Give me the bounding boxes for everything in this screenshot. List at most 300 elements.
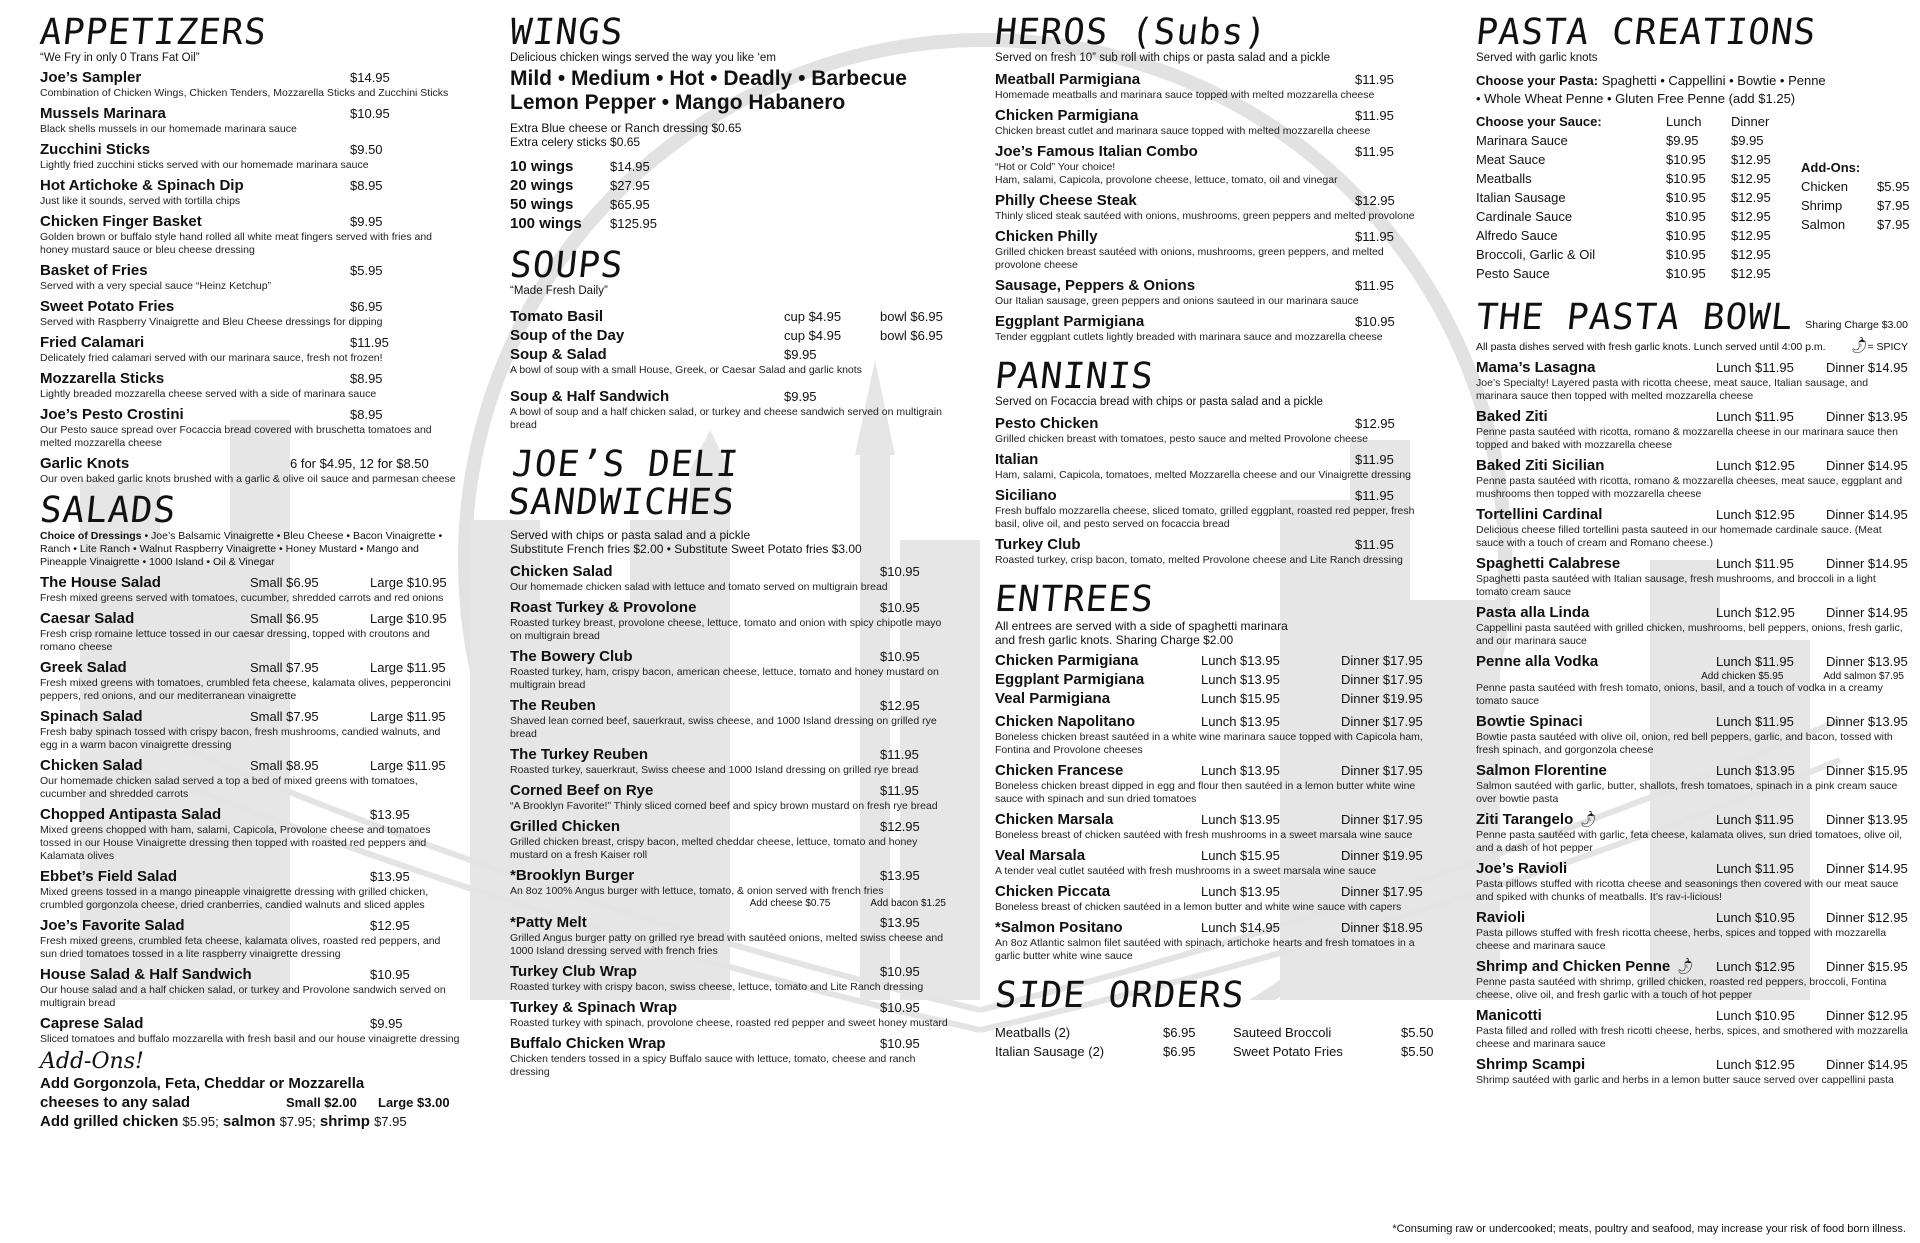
salad-addon-cheese-line1: Add Gorgonzola, Feta, Cheddar or Mozzarella xyxy=(40,1075,365,1092)
salad-description: Fresh mixed greens served with tomatoes, cucumber, shredded carrots and red onions xyxy=(40,592,444,604)
hero-item xyxy=(995,312,1425,344)
soup-bowl-price: bowl $6.95 xyxy=(880,309,943,324)
appetizer-row xyxy=(40,454,460,473)
entree-row xyxy=(995,670,1425,689)
wing-price: $27.95 xyxy=(610,178,650,193)
panini-name: Turkey Club xyxy=(995,536,1081,553)
deli-description: Chicken tenders tossed in a spicy Buffalo sauce with lettuce, tomato, cheese and ranch dressing xyxy=(510,1053,916,1078)
deli-name: Chicken Salad xyxy=(510,563,613,580)
pasta-bowl-description: Spaghetti pasta sautéed with Italian sausage, fresh mushrooms, and broccoli in a light tomato cream sauce xyxy=(1476,573,1876,598)
appetizer-description: Delicately fried calamari served with our marinara sauce, fresh not frozen! xyxy=(40,352,383,364)
appetizer-name: Hot Artichoke & Spinach Dip xyxy=(40,177,244,194)
pasta-bowl-lunch-price: Lunch $11.95 xyxy=(1716,556,1794,571)
appetizers-subtitle: “We Fry in only 0 Trans Fat Oil” xyxy=(40,52,200,64)
panini-price: $11.95 xyxy=(1355,452,1394,467)
pasta-bowl-item xyxy=(1476,652,1908,708)
spicy-pepper-icon: 🌶︎ xyxy=(1847,334,1870,356)
pasta-bowl-item xyxy=(1476,1055,1908,1087)
pasta-bowl-row xyxy=(1476,1006,1908,1025)
pasta-bowl-name: Manicotti xyxy=(1476,1007,1542,1024)
deli-name: The Reuben xyxy=(510,697,596,714)
wing-price-row xyxy=(510,195,950,214)
deli-row xyxy=(510,562,950,581)
pasta-bowl-description: Penne pasta sautéed with garlic, feta cheese, kalamata olives, sun dried tomatoes, olive oil, and a dash of hot pepper xyxy=(1476,829,1903,854)
paninis-section xyxy=(992,356,1425,567)
deli-item xyxy=(510,696,950,741)
salad-small-price: Small $8.95 xyxy=(250,758,319,773)
entree-name: Chicken Marsala xyxy=(995,811,1114,828)
entree-lunch-price: Lunch $13.95 xyxy=(1201,714,1280,729)
hero-name: Eggplant Parmigiana xyxy=(995,313,1145,330)
deli-row xyxy=(510,696,950,715)
entree-row xyxy=(995,651,1425,670)
hero-item xyxy=(995,227,1425,272)
appetizer-item xyxy=(40,212,460,257)
entree-row xyxy=(995,761,1425,780)
panini-price: $11.95 xyxy=(1355,488,1394,503)
salad-item xyxy=(40,707,460,752)
appetizer-row xyxy=(40,297,460,316)
deli-row xyxy=(510,866,950,885)
hero-row xyxy=(995,276,1425,295)
appetizer-row xyxy=(40,405,460,424)
addon-grilled-chicken: Add grilled chicken xyxy=(40,1113,179,1130)
wings-section xyxy=(507,12,950,233)
salad-description: Our house salad and a half chicken salad, or turkey and Provolone sandwich served on multigrain bread xyxy=(40,984,446,1009)
hero-name: Chicken Philly xyxy=(995,228,1098,245)
pasta-bowl-description: Joe’s Specialty! Layered pasta with ricotta cheese, meat sauce, Italian sausage, and marinara sauce then topped with melted mozzarella cheese xyxy=(1476,377,1869,402)
spicy-legend: = SPICY xyxy=(1867,341,1908,353)
entree-description: Boneless breast of chicken sautéed with fresh mushrooms in a sweet marsala wine sauce xyxy=(995,829,1413,841)
salad-small-price: Small $6.95 xyxy=(250,611,319,626)
sauce-and-addons xyxy=(1476,112,1908,283)
paninis-subtitle: Served on Focaccia bread with chips or pasta salad and a pickle xyxy=(995,396,1323,408)
salad-item xyxy=(40,1014,460,1046)
sauce-row xyxy=(1476,150,1791,169)
hero-item xyxy=(995,70,1425,102)
pasta-bowl-dinner-price: Dinner $15.95 xyxy=(1826,959,1908,974)
pasta-bowl-list xyxy=(1476,358,1908,1087)
wing-price-row xyxy=(510,176,950,195)
deli-item xyxy=(510,745,950,777)
pasta-bowl-item xyxy=(1476,554,1908,599)
sauce-row xyxy=(1476,264,1791,283)
sauce-dinner-header: Dinner xyxy=(1731,114,1770,129)
sauce-row xyxy=(1476,131,1791,150)
entree-lunch-price: Lunch $14.95 xyxy=(1201,920,1280,935)
sauce-name: Cardinale Sauce xyxy=(1476,209,1573,224)
deli-price: $10.95 xyxy=(880,600,920,615)
panini-item xyxy=(995,535,1425,567)
hero-item xyxy=(995,106,1425,138)
salad-row xyxy=(40,965,460,984)
deli-add-on-2: Add bacon $1.25 xyxy=(870,898,946,909)
heros-title: HEROS (Subs) xyxy=(992,12,1270,53)
hero-price: $11.95 xyxy=(1355,229,1394,244)
sides-title: SIDE ORDERS xyxy=(992,975,1247,1016)
entrees-section xyxy=(992,579,1425,963)
appetizer-price: $9.95 xyxy=(350,214,383,229)
salad-dressings xyxy=(40,530,460,569)
pasta-bowl-row xyxy=(1476,554,1908,573)
sauce-row xyxy=(1476,169,1791,188)
addon-salmon-price: $7.95; xyxy=(279,1114,316,1129)
pasta-bowl-row xyxy=(1476,908,1908,927)
pasta-addon-price: $7.95 xyxy=(1877,217,1910,232)
appetizer-name: Mozzarella Sticks xyxy=(40,370,165,387)
wing-price: $125.95 xyxy=(610,216,657,231)
sauce-name: Broccoli, Garlic & Oil xyxy=(1476,247,1596,262)
pasta-addon-row xyxy=(1801,215,1920,234)
entree-row xyxy=(995,882,1425,901)
appetizers-list xyxy=(40,68,460,486)
sauce-row xyxy=(1476,188,1791,207)
appetizer-description: Golden brown or buffalo style hand rolled all white meat fingers served with fries and honey mustard sauce or bleu cheese dressing xyxy=(40,231,433,256)
soup-item xyxy=(510,387,950,432)
pasta-bowl-lunch-price: Lunch $13.95 xyxy=(1716,763,1795,778)
salad-small-price: Small $7.95 xyxy=(250,660,319,675)
appetizers-title: APPETIZERS xyxy=(37,12,269,53)
pasta-bowl-description: Bowtie pasta sautéed with olive oil, onion, red bell peppers, garlic, and bacon, tossed with fresh spinach, and gorgonzola cheese xyxy=(1476,731,1893,756)
wing-price-row xyxy=(510,157,950,176)
salad-description: Mixed greens chopped with ham, salami, Capicola, Provolone cheese and tomatoes tossed in our House Vinaigrette dressing then topped with roasted red peppers and Kalamata olives xyxy=(40,824,431,862)
side-name: Italian Sausage (2) xyxy=(995,1044,1105,1059)
column-heros-paninis-entrees xyxy=(992,10,1434,1061)
appetizers-section xyxy=(37,12,460,486)
choose-pasta xyxy=(1476,72,1908,90)
appetizer-name: Zucchini Sticks xyxy=(40,141,151,158)
appetizer-name: Joe’s Pesto Crostini xyxy=(40,406,184,423)
hero-description: “Hot or Cold” Your choice! Ham, salami, Capicola, provolone cheese, lettuce, tomato, oil and vinegar xyxy=(995,161,1338,186)
pasta-addon-row xyxy=(1801,177,1920,196)
appetizer-price: $9.50 xyxy=(350,142,383,157)
choose-pasta-options: Spaghetti • Cappellini • Bowtie • Penne xyxy=(1598,73,1826,88)
sauce-dinner-price: $12.95 xyxy=(1731,190,1771,205)
pasta-bowl-dinner-price: Dinner $13.95 xyxy=(1826,714,1908,729)
appetizer-name: Garlic Knots xyxy=(40,455,130,472)
salad-row xyxy=(40,756,460,775)
heros-section xyxy=(992,12,1425,344)
entree-item xyxy=(995,670,1425,689)
appetizer-item xyxy=(40,261,460,293)
deli-row xyxy=(510,998,950,1017)
pasta-bowl-name: Shrimp Scampi xyxy=(1476,1056,1586,1073)
pasta-bowl-lunch-price: Lunch $10.95 xyxy=(1716,910,1795,925)
pasta-bowl-name: Joe’s Ravioli xyxy=(1476,860,1568,877)
salad-item xyxy=(40,756,460,801)
pasta-bowl-lunch-price: Lunch $10.95 xyxy=(1716,1008,1795,1023)
salad-small-price: Small $6.95 xyxy=(250,575,319,590)
appetizer-row xyxy=(40,261,460,280)
entree-lunch-price: Lunch $13.95 xyxy=(1201,884,1280,899)
salads-list xyxy=(40,573,460,1046)
soup-item xyxy=(510,326,950,345)
pasta-bowl-title: THE PASTA BOWL xyxy=(1473,297,1796,338)
pasta-bowl-name: Spaghetti Calabrese xyxy=(1476,555,1621,572)
pasta-bowl-description: Pasta pillows stuffed with fresh ricotta cheese, herbs, spices and topped with mozzarella cheese and marinara sauce xyxy=(1476,927,1887,952)
panini-description: Fresh buffalo mozzarella cheese, sliced tomato, grilled eggplant, roasted red pepper, fresh basil, olive oil, and pesto served on focaccia bread xyxy=(995,505,1415,530)
pasta-bowl-lunch-price: Lunch $11.95 xyxy=(1716,812,1794,827)
pasta-addon-price: $7.95 xyxy=(1877,198,1910,213)
appetizer-item xyxy=(40,333,460,365)
wing-price: $65.95 xyxy=(610,197,650,212)
appetizer-item xyxy=(40,176,460,208)
pasta-bowl-dinner-price: Dinner $14.95 xyxy=(1826,861,1908,876)
appetizer-item xyxy=(40,104,460,136)
appetizer-row xyxy=(40,68,460,87)
wing-quantity: 20 wings xyxy=(510,177,574,194)
deli-name: Roast Turkey & Provolone xyxy=(510,599,697,616)
appetizer-price: $8.95 xyxy=(350,407,383,422)
pasta-addons-label: Add-Ons: xyxy=(1801,160,1861,175)
hero-price: $11.95 xyxy=(1355,72,1394,87)
entree-name: *Salmon Positano xyxy=(995,919,1123,936)
appetizer-name: Mussels Marinara xyxy=(40,105,166,122)
salad-row xyxy=(40,573,460,592)
soup-row xyxy=(510,307,950,326)
appetizer-price: $10.95 xyxy=(350,106,390,121)
deli-item xyxy=(510,962,950,994)
deli-price: $12.95 xyxy=(880,698,920,713)
sauce-lunch-header: Lunch xyxy=(1666,114,1702,129)
pasta-bowl-row xyxy=(1476,603,1908,622)
entree-dinner-price: Dinner $17.95 xyxy=(1341,672,1423,687)
panini-price: $11.95 xyxy=(1355,537,1394,552)
appetizer-row xyxy=(40,140,460,159)
salad-name: Spinach Salad xyxy=(40,708,143,725)
pasta-bowl-lunch-price: Lunch $11.95 xyxy=(1716,861,1794,876)
entrees-title: ENTREES xyxy=(992,579,1156,620)
salad-large-price: $12.95 xyxy=(370,918,410,933)
pasta-creations-subtitle: Served with garlic knots xyxy=(1476,52,1598,64)
wing-flavors-line2: Lemon Pepper • Mango Habanero xyxy=(510,91,846,114)
appetizer-item xyxy=(40,454,460,486)
panini-row xyxy=(995,414,1425,433)
appetizer-description: Served with Raspberry Vinaigrette and Bleu Cheese dressings for dipping xyxy=(40,316,383,328)
pasta-addon-price: $5.95 xyxy=(1877,179,1910,194)
deli-item xyxy=(510,598,950,643)
salad-large-price: Large $10.95 xyxy=(370,575,447,590)
wing-price-row xyxy=(510,214,950,233)
wing-price: $14.95 xyxy=(610,159,650,174)
hero-row xyxy=(995,106,1425,125)
pasta-creations-title: PASTA CREATIONS xyxy=(1473,12,1819,53)
entree-dinner-price: Dinner $17.95 xyxy=(1341,763,1423,778)
salad-item xyxy=(40,867,460,912)
deli-subtitle1: Served with chips or pasta salad and a pickle xyxy=(510,528,751,542)
hero-description: Thinly sliced steak sautéed with onions, mushrooms, green peppers and melted provolone xyxy=(995,210,1415,222)
pasta-bowl-dinner-price: Dinner $14.95 xyxy=(1826,360,1908,375)
deli-price: $13.95 xyxy=(880,868,920,883)
salad-addon-protein-line xyxy=(40,1112,460,1131)
salad-description: Sliced tomatoes and buffalo mozzarella with fresh basil and our house vinaigrette dressing xyxy=(40,1033,460,1045)
pasta-addon-name: Salmon xyxy=(1801,217,1846,232)
deli-name: Buffalo Chicken Wrap xyxy=(510,1035,666,1052)
pasta-bowl-dinner-price: Dinner $13.95 xyxy=(1826,654,1908,669)
salad-description: Mixed greens tossed in a mango pineapple vinaigrette dressing with grilled chicken, crumbled gorgonzola cheese, dried cranberries, candied walnuts and sliced apples xyxy=(40,886,429,911)
dressings-label: Choice of Dressings xyxy=(40,530,142,542)
sauce-lunch-price: $10.95 xyxy=(1666,171,1706,186)
entree-dinner-price: Dinner $18.95 xyxy=(1341,920,1423,935)
entree-row xyxy=(995,712,1425,731)
pasta-bowl-add-on-1: Add chicken $5.95 xyxy=(1701,671,1784,682)
hero-name: Philly Cheese Steak xyxy=(995,192,1137,209)
wings-extra-dressing: Extra Blue cheese or Ranch dressing $0.65 xyxy=(510,121,742,135)
deli-item xyxy=(510,562,950,594)
pasta-bowl-dinner-price: Dinner $14.95 xyxy=(1826,605,1908,620)
deli-name: Corned Beef on Rye xyxy=(510,782,654,799)
sauce-dinner-price: $12.95 xyxy=(1731,228,1771,243)
salad-large-price: Large $11.95 xyxy=(370,709,446,724)
deli-row xyxy=(510,1034,950,1053)
salad-large-price: $9.95 xyxy=(370,1016,403,1031)
deli-price: $11.95 xyxy=(880,747,919,762)
hero-price: $12.95 xyxy=(1355,193,1395,208)
sauce-dinner-price: $12.95 xyxy=(1731,247,1771,262)
pasta-bowl-name: Baked Ziti xyxy=(1476,408,1548,425)
deli-row xyxy=(510,647,950,666)
sauce-lunch-price: $10.95 xyxy=(1666,152,1706,167)
soups-section xyxy=(507,245,950,432)
sauce-row xyxy=(1476,207,1791,226)
pasta-bowl-dinner-price: Dinner $15.95 xyxy=(1826,763,1908,778)
deli-item xyxy=(510,998,950,1030)
deli-description: Roasted turkey, sauerkraut, Swiss cheese and 1000 Island dressing on grilled rye bread xyxy=(510,764,919,776)
deli-price: $10.95 xyxy=(880,1036,920,1051)
hero-description: Tender eggplant cutlets lightly breaded with marinara sauce and mozzarella cheese xyxy=(995,331,1383,343)
soup-name: Soup of the Day xyxy=(510,327,625,344)
pasta-bowl-dinner-price: Dinner $14.95 xyxy=(1826,458,1908,473)
spicy-pepper-icon: 🌶︎ xyxy=(1673,955,1697,977)
entree-dinner-price: Dinner $17.95 xyxy=(1341,884,1423,899)
paninis-list xyxy=(995,414,1425,567)
pasta-bowl-item xyxy=(1476,810,1908,855)
pasta-bowl-row xyxy=(1476,456,1908,475)
pasta-bowl-description: Pasta pillows stuffed with ricotta cheese and seasonings then covered with our meat sauce and spiked with chunks of meatballs. It’s rav-i-licious! xyxy=(1476,878,1899,903)
deli-title: JOE’S DELI SANDWICHES xyxy=(505,444,741,523)
side-price: $6.95 xyxy=(1163,1025,1196,1040)
pasta-bowl-dinner-price: Dinner $13.95 xyxy=(1826,409,1908,424)
pasta-bowl-name: Pasta alla Linda xyxy=(1476,604,1590,621)
entrees-list xyxy=(995,651,1425,963)
entree-name: Eggplant Parmigiana xyxy=(995,671,1145,688)
soup-cup-price: cup $4.95 xyxy=(784,309,842,324)
entree-dinner-price: Dinner $19.95 xyxy=(1341,848,1423,863)
sauce-name: Meatballs xyxy=(1476,171,1532,186)
salad-addon-cheese-line2 xyxy=(40,1093,460,1112)
sauce-lunch-price: $10.95 xyxy=(1666,190,1706,205)
addon-salmon: salmon xyxy=(222,1113,276,1130)
deli-row xyxy=(510,913,950,932)
choose-pasta-label: Choose your Pasta: xyxy=(1476,73,1599,88)
pasta-bowl-item xyxy=(1476,505,1908,550)
deli-name: The Bowery Club xyxy=(510,648,633,665)
deli-item xyxy=(510,817,950,862)
pasta-bowl-subtitle-row xyxy=(1476,334,1908,356)
heros-list xyxy=(995,70,1425,344)
pasta-bowl-add-ons xyxy=(1476,671,1908,682)
deli-name: *Patty Melt xyxy=(510,914,587,931)
salads-section xyxy=(37,490,460,1131)
hero-row xyxy=(995,70,1425,89)
pasta-bowl-lunch-price: Lunch $11.95 xyxy=(1716,360,1794,375)
panini-description: Roasted turkey, crisp bacon, tomato, melted Provolone cheese and Lite Ranch dressing xyxy=(995,554,1403,566)
pasta-bowl-row xyxy=(1476,859,1908,878)
entree-item xyxy=(995,882,1425,914)
column-wings-soups-deli xyxy=(505,10,950,1079)
pasta-bowl-row xyxy=(1476,810,1908,829)
appetizer-price: $8.95 xyxy=(350,371,383,386)
appetizer-item xyxy=(40,405,460,450)
wings-extra-celery: Extra celery sticks $0.65 xyxy=(510,135,641,149)
choose-pasta-options2: • Whole Wheat Penne • Gluten Free Penne (add $1.25) xyxy=(1476,91,1796,106)
side-name: Sweet Potato Fries xyxy=(1233,1044,1343,1059)
salad-description: Our homemade chicken salad served a top a bed of mixed greens with tomatoes, cucumber and shredded carrots xyxy=(40,775,418,800)
side-price: $6.95 xyxy=(1163,1044,1196,1059)
appetizer-name: Basket of Fries xyxy=(40,262,148,279)
hero-description: Chicken breast cutlet and marinara sauce topped with melted mozzarella cheese xyxy=(995,125,1371,137)
sauce-dinner-price: $12.95 xyxy=(1731,152,1771,167)
salad-large-price: $13.95 xyxy=(370,869,410,884)
entree-description: Boneless breast of chicken sautéed in a lemon butter and white wine sauce with capers xyxy=(995,901,1402,913)
deli-row xyxy=(510,598,950,617)
pasta-bowl-lunch-price: Lunch $11.95 xyxy=(1716,654,1794,669)
entree-lunch-price: Lunch $13.95 xyxy=(1201,763,1280,778)
sauce-label: Choose your Sauce: xyxy=(1476,114,1602,129)
appetizer-name: Sweet Potato Fries xyxy=(40,298,175,315)
addon-chicken-price: $5.95; xyxy=(182,1114,219,1129)
entree-name: Chicken Napolitano xyxy=(995,713,1136,730)
salads-title: SALADS xyxy=(37,490,179,531)
soup-cup-price: $9.95 xyxy=(784,389,817,404)
salad-item xyxy=(40,805,460,863)
deli-price: $10.95 xyxy=(880,649,920,664)
soup-bowl-price: bowl $6.95 xyxy=(880,328,943,343)
entree-name: Chicken Francese xyxy=(995,762,1124,779)
sauce-row xyxy=(1476,245,1791,264)
pasta-bowl-name: Mama’s Lasagna xyxy=(1476,359,1596,376)
appetizer-price: $11.95 xyxy=(350,335,389,350)
appetizer-description: Served with a very special sauce “Heinz Ketchup” xyxy=(40,280,272,292)
hero-price: $11.95 xyxy=(1355,278,1394,293)
pasta-bowl-item xyxy=(1476,603,1908,648)
pasta-bowl-lunch-price: Lunch $12.95 xyxy=(1716,1057,1795,1072)
salad-row xyxy=(40,805,460,824)
deli-description: Grilled chicken breast, crispy bacon, melted cheddar cheese, lettuce, tomato and honey mustard on a fresh Kaiser roll xyxy=(510,836,918,861)
salad-name: Chicken Salad xyxy=(40,757,143,774)
deli-price: $10.95 xyxy=(880,564,920,579)
pasta-bowl-subtitle: All pasta dishes served with fresh garlic knots. Lunch served until 4:00 p.m. xyxy=(1476,341,1826,353)
salad-description: Fresh crisp romaine lettuce tossed in our caesar dressing, topped with croutons and romano cheese xyxy=(40,628,430,653)
soup-cup-price: cup $4.95 xyxy=(784,328,842,343)
deli-description: An 8oz 100% Angus burger with lettuce, tomato, & onion served with french fries xyxy=(510,885,884,897)
salad-row xyxy=(40,658,460,677)
appetizer-price: $6.95 xyxy=(350,299,383,314)
pasta-bowl-item xyxy=(1476,712,1908,757)
pasta-addons xyxy=(1801,158,1920,283)
appetizer-item xyxy=(40,369,460,401)
pasta-addon-row xyxy=(1801,196,1920,215)
salad-name: Caesar Salad xyxy=(40,610,135,627)
entree-item xyxy=(995,689,1425,708)
pasta-bowl-lunch-price: Lunch $11.95 xyxy=(1716,714,1794,729)
salad-large-price: Large $10.95 xyxy=(370,611,447,626)
pasta-bowl-item xyxy=(1476,358,1908,403)
appetizer-name: Chicken Finger Basket xyxy=(40,213,202,230)
hero-name: Chicken Parmigiana xyxy=(995,107,1139,124)
salad-name: House Salad & Half Sandwich xyxy=(40,966,252,983)
appetizer-row xyxy=(40,333,460,352)
